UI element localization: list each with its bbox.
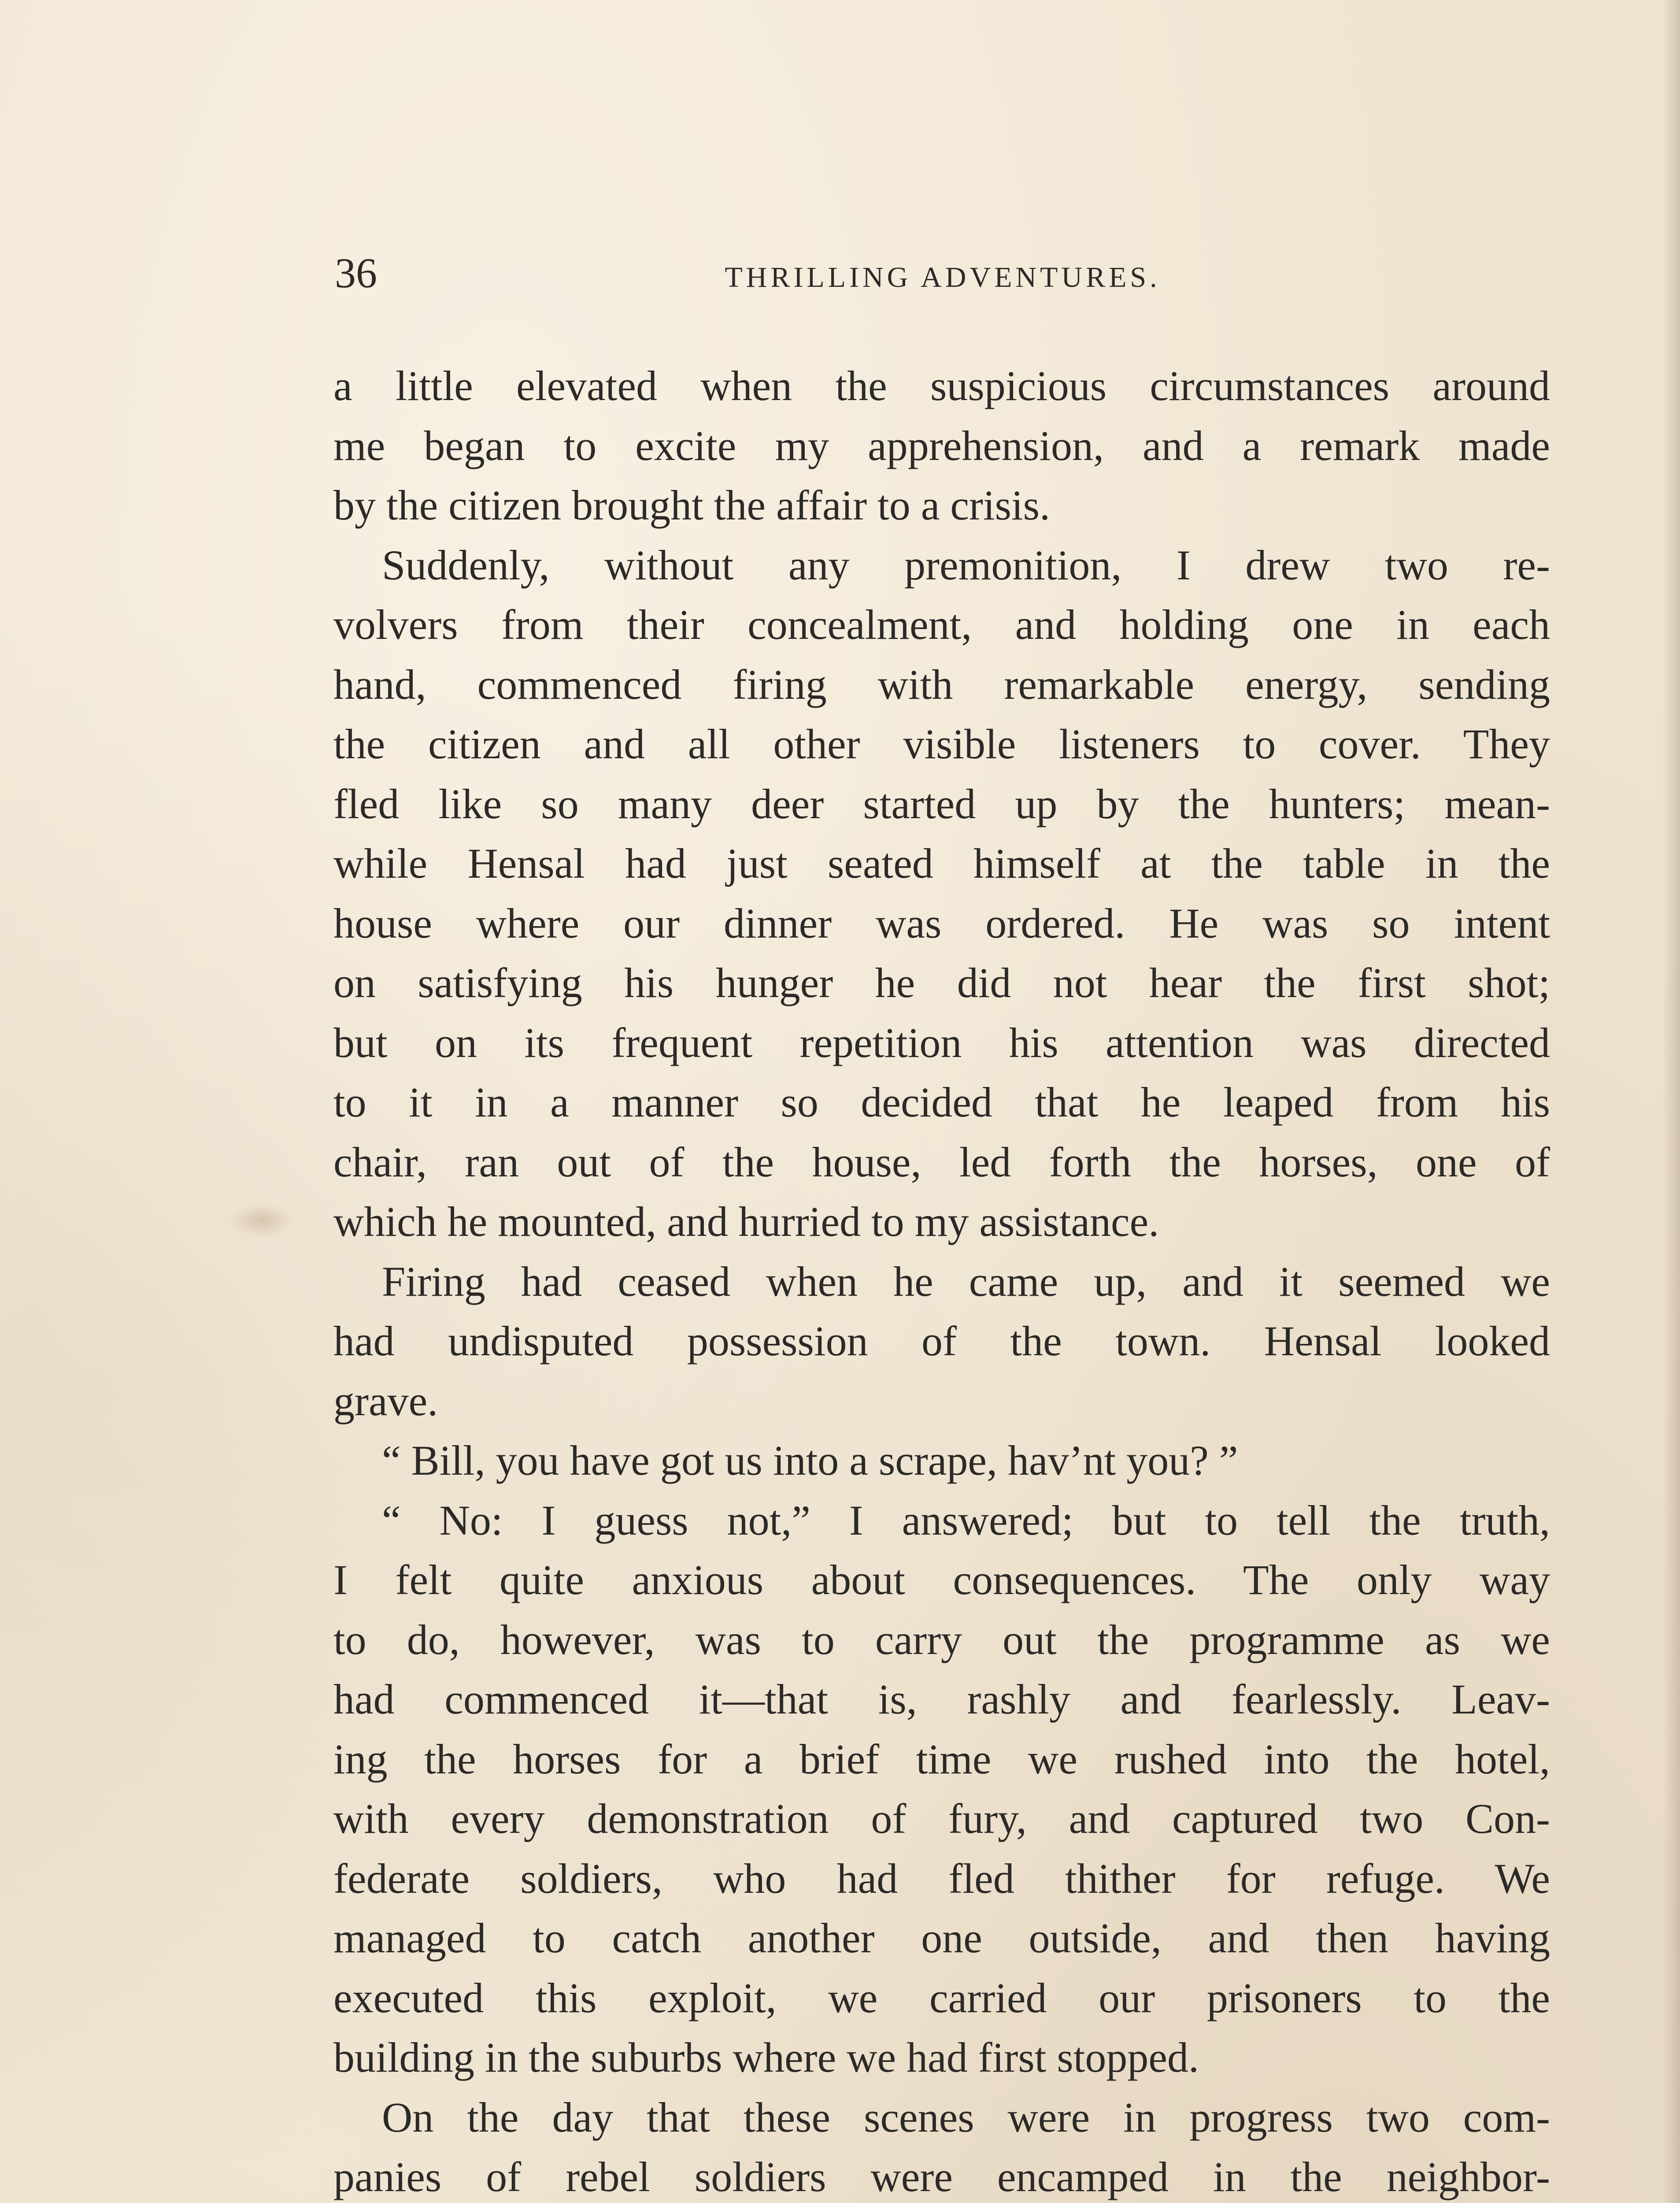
text-line: Firing had ceased when he came up, and it seemed we [382,1257,1550,1305]
text-line: to do, however, was to carry out the programme as we [333,1616,1550,1663]
page-header [335,247,1550,300]
text-line: managed to catch another one outside, and then having [333,1914,1550,1962]
text-line: volvers from their concealment, and holding one in each [333,601,1550,648]
text-line: hand, commenced firing with remarkable energy, sending [333,660,1550,708]
page-edge-shadow [1662,0,1680,2203]
text-line: a little elevated when the suspicious circumstances around [333,362,1550,409]
text-line: On the day that these scenes were in progress two com- [382,2093,1550,2141]
text-line: the citizen and all other visible listeners to cover. They [333,720,1550,768]
text-line: executed this exploit, we carried our prisoners to the [333,1974,1550,2021]
text-line: which he mounted, and hurried to my assistance. [333,1198,1159,1245]
text-line: by the citizen brought the affair to a crisis. [333,482,1051,529]
text-line: building in the suburbs where we had first stopped. [333,2034,1199,2081]
body-text [333,356,1550,2203]
text-line: ing the horses for a brief time we rushed into the hotel, [333,1735,1550,1783]
running-title: THRILLING ADVENTURES. [725,261,1161,293]
text-line: federate soldiers, who had fled thither for refuge. We [333,1854,1550,1902]
text-line: Suddenly, without any premonition, I drew two re- [382,541,1550,589]
text-line: but on its frequent repetition his attention was directed [333,1019,1550,1066]
text-line: with every demonstration of fury, and captured two Con- [333,1795,1550,1842]
text-line: chair, ran out of the house, led forth the horses, one of [333,1138,1550,1186]
page-number: 36 [335,249,377,297]
text-line: on satisfying his hunger he did not hear the first shot; [333,959,1550,1006]
text-line: while Hensal had just seated himself at the table in the [333,840,1550,887]
text-line: panies of rebel soldiers were encamped in the neighbor- [333,2153,1550,2200]
text-line: house where our dinner was ordered. He was so intent [333,899,1550,947]
paper-stain [229,1203,295,1238]
text-line: “ No: I guess not,” I answered; but to tell the truth, [382,1496,1550,1544]
text-line: had undisputed possession of the town. Hensal looked [333,1317,1550,1365]
text-line: had commenced it—that is, rashly and fearlessly. Leav- [333,1676,1550,1723]
text-line: I felt quite anxious about consequences. The only way [333,1556,1550,1603]
text-line: me began to excite my apprehension, and a remark made [333,422,1550,469]
text-line: fled like so many deer started up by the hunters; mean- [333,780,1550,827]
text-line: to it in a manner so decided that he leaped from his [333,1079,1550,1126]
text-line: grave. [333,1377,438,1424]
text-line: “ Bill, you have got us into a scrape, hav’nt you? ” [382,1437,1238,1484]
